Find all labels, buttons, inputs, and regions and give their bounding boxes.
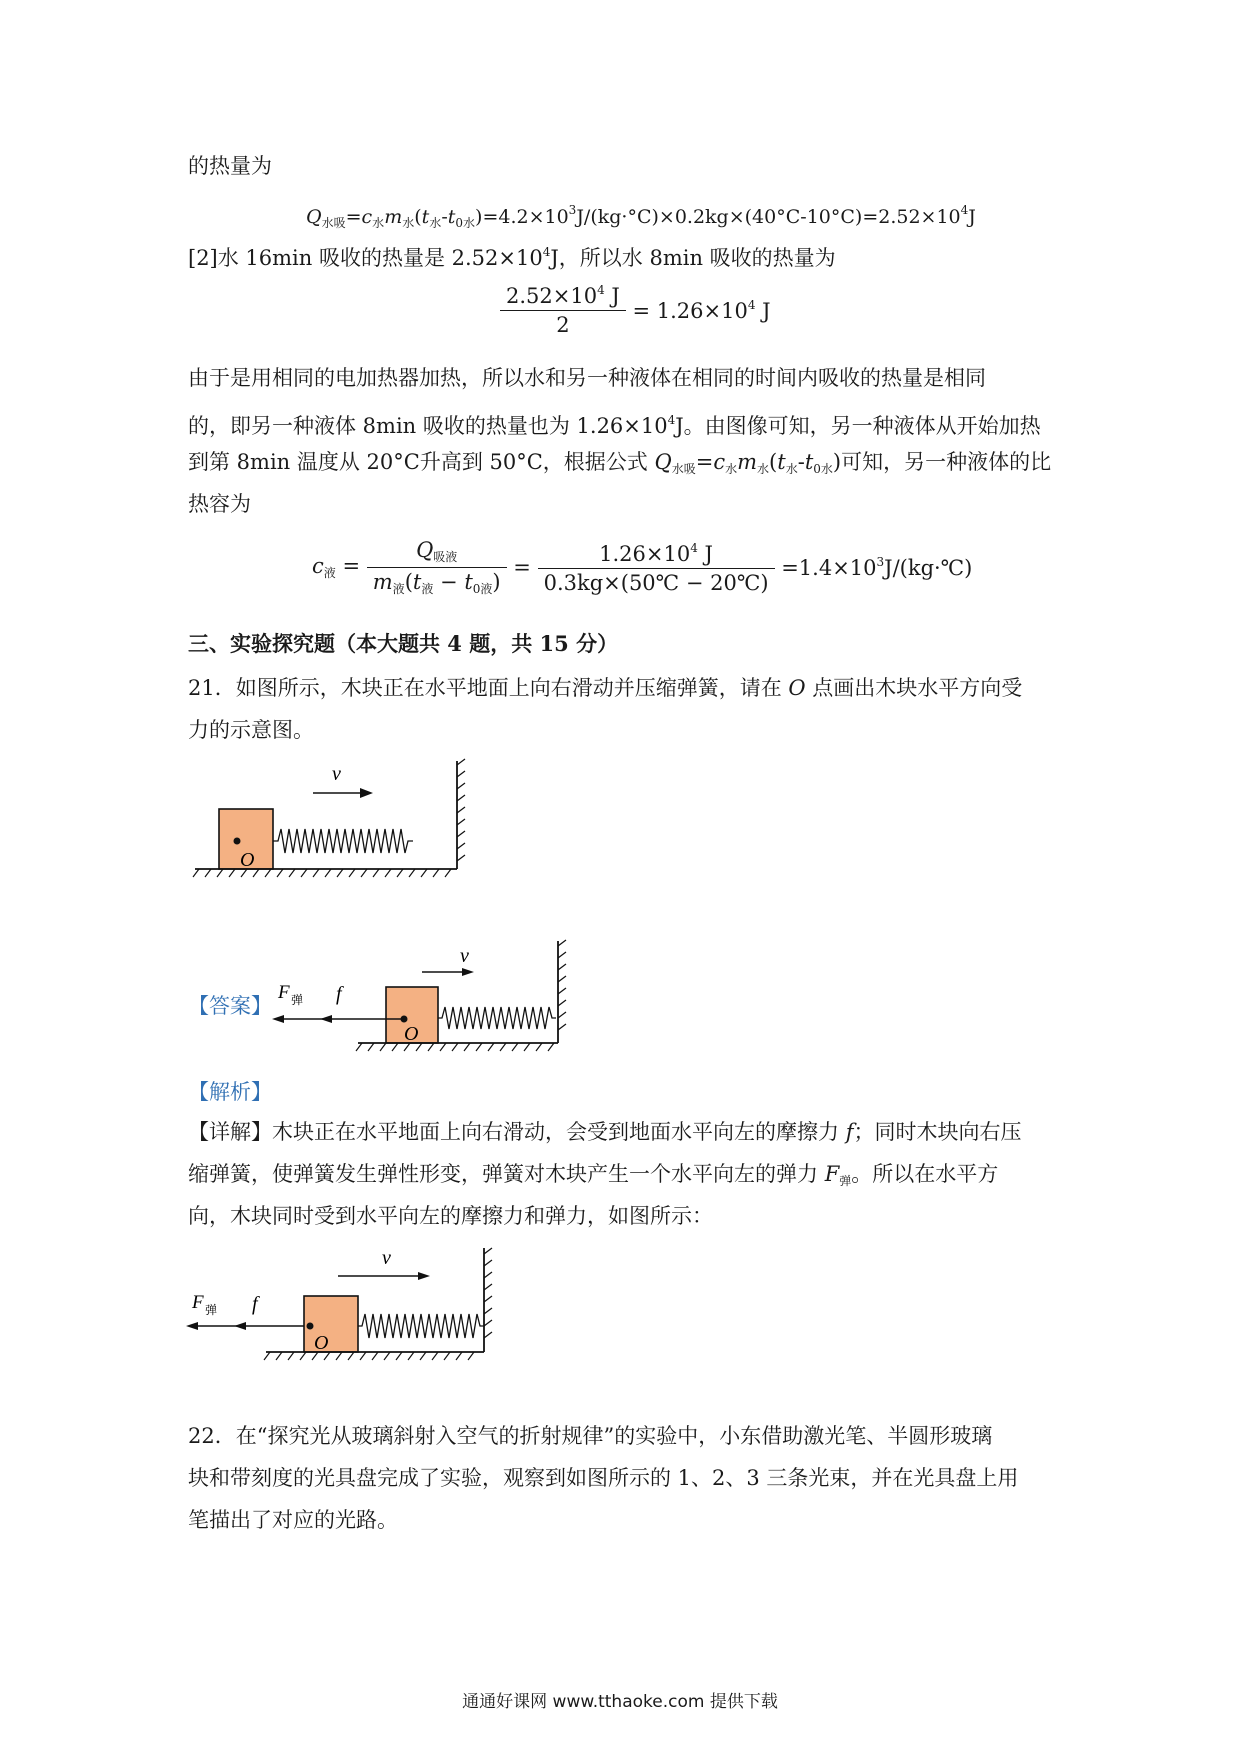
q22-line-1: 22．在“探究光从玻璃斜射入空气的折射规律”的实验中，小东借助激光笔、半圆形玻璃 — [188, 1424, 993, 1448]
q22-line-2: 块和带刻度的光具盘完成了实验，观察到如图所示的 1、2、3 三条光束，并在光具盘上用 — [188, 1466, 1019, 1490]
q21-line-2: 力的示意图。 — [188, 718, 314, 742]
detail-line-3: 向，木块同时受到水平向左的摩擦力和弹力，如图所示： — [188, 1204, 713, 1228]
answer-label: 【答案】 — [188, 994, 272, 1018]
detail-line-2: 缩弹簧，使弹簧发生弹性形变，弹簧对木块产生一个水平向左的弹力 $F_弹$。所以在水平方 — [188, 1162, 999, 1188]
q21-diagram — [185, 755, 475, 885]
spring-force-label: F — [192, 1292, 204, 1313]
friction-arrow — [234, 1322, 246, 1330]
point-o-label: O — [240, 849, 255, 871]
wall-hatch — [457, 759, 465, 861]
point-o-label: O — [314, 1332, 329, 1354]
equation-water-heat: $Q_{水吸}=c_水m_水(t_水-t_{0水})=4.2\times 10^3J/(kg\cdot^\circ C)\times 0.2kg\times(40^\circ C-10^\circ C)=2.52\times 10^4J$ — [306, 203, 976, 230]
spring — [273, 829, 413, 853]
equation-half-heat: $\frac{2.52\times 10^4 J}{2}$ = $1.26\times 10^4$ J — [500, 283, 771, 337]
page-footer: 通通好课网 www.tthaoke.com 提供下载 — [462, 1692, 778, 1712]
wall-hatch — [558, 940, 566, 1030]
velocity-label: v — [332, 763, 341, 785]
detail-diagram — [186, 1246, 536, 1364]
spring — [438, 1007, 556, 1029]
velocity-label: v — [460, 945, 469, 967]
spring-force-sub: 弹 — [205, 1303, 218, 1317]
q21-line-1: 21．如图所示，木块正在水平地面上向右滑动并压缩弹簧，请在 O 点画出木块水平方向受 — [188, 676, 1023, 700]
para-line-3: 到第 8min 温度从 20°C升高到 50°C，根据公式 $Q_{水吸}=c_水m_水(t_水-t_{0水})$可知，另一种液体的比 — [188, 450, 1052, 476]
point-o — [307, 1323, 314, 1330]
friction-label: f — [252, 1293, 258, 1315]
line-2: [2]水 16min 吸收的热量是 $2.52\times 10^4J$，所以水 8min 吸收的热量为 — [188, 245, 836, 270]
answer-diagram — [270, 938, 600, 1056]
ground-hatch — [193, 869, 451, 877]
ground-hatch — [356, 1043, 554, 1051]
para-line-2: 的，即另一种液体 8min 吸收的热量也为 $1.26\times 10^4J$。由图像可知，另一种液体从开始加热 — [188, 413, 1041, 438]
point-o-label: O — [404, 1023, 419, 1045]
para-line-4: 热容为 — [188, 492, 251, 516]
ground-hatch — [264, 1352, 474, 1360]
para-line-1: 由于是用相同的电加热器加热，所以水和另一种液体在相同的时间内吸收的热量是相同 — [188, 366, 986, 390]
spring-force-sub: 弹 — [291, 993, 304, 1007]
spring — [358, 1314, 484, 1338]
friction-label: f — [336, 983, 342, 1005]
section-heading: 三、实验探究题（本大题共 4 题，共 15 分） — [188, 631, 619, 656]
velocity-label: v — [382, 1247, 391, 1269]
spring-force-label: F — [278, 982, 290, 1003]
point-o — [234, 838, 241, 845]
q22-line-3: 笔描出了对应的光路。 — [188, 1508, 398, 1532]
equation-specific-heat: $c_液$ = $\frac{Q_{吸液}}{m_液(t_液 - t_{0液})}$ = $\frac{1.26\times 10^4 J}{0.3kg\times(50℃ - 20℃)}$ $=1.4\times 10^3J/(kg\cdot℃)$ — [312, 538, 973, 596]
detail-line-1: 【详解】木块正在水平地面上向右滑动，会受到地面水平向左的摩擦力 f；同时木块向右压 — [188, 1120, 1022, 1144]
wall-hatch — [484, 1248, 492, 1338]
intro-line: 的热量为 — [188, 154, 272, 178]
friction-arrow — [320, 1015, 332, 1023]
analysis-label: 【解析】 — [188, 1080, 272, 1104]
